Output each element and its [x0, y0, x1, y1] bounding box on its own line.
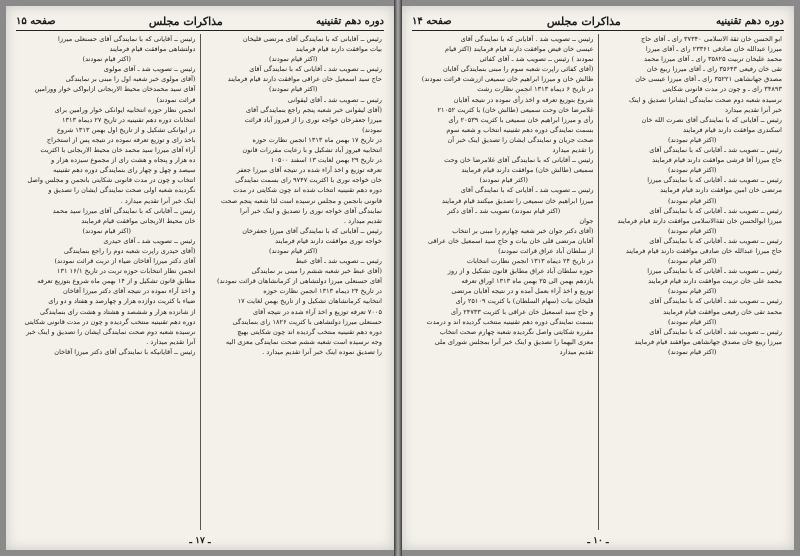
text-line: انجمن نظار حوزه انتخابیه ایوانکی خوار ورامین برای	[54, 105, 196, 114]
text-line: آراء آقای میرزا سید محمد خان محیط الاربجانی با اکثریت	[40, 146, 196, 155]
text-line: تقدیم میدارد .	[343, 216, 382, 225]
text-line: دوره دهم تقنینیه منتخب گردیده و چون در مدت قانونی شکایتی	[24, 317, 196, 326]
text-line: نمودند)	[362, 125, 382, 134]
text-line: حاج سید اسمعیل خان عراقی موافقت دارند قیام فرمایند	[227, 75, 382, 84]
text-line: محمد تقی خان رفیعی موافقت قیام فرمایند	[663, 307, 782, 316]
text-line: نمایندگی آقای خواجه نوری را تصدیق و اینک خبر آنرا	[239, 206, 382, 215]
text-line: در تاریخ ۲۴ دیماه ۱۳۱۳ انجمن نظارت انتخابات	[466, 257, 594, 266]
text-line: رئیس ــ تصویب شد ـ آقایانی که با نمایندگی میرزا	[647, 176, 782, 185]
text-line: غلامرضا خان وحت سمیعی (طالش خان) با کثریت ۲۱۰۵۲	[437, 105, 594, 114]
text-line: از سلطان آباد عراق قرائت نمودند)	[498, 246, 594, 255]
text-line: شروع بتوزیع تعرفه و اخذ رأی نموده در نتیجه آقایان	[453, 95, 594, 104]
text-line: دوره دهم تقنینیه انتخاب شده اند چون شکایتی در مدت	[233, 186, 382, 195]
text-line: دوره دهم تقنینیه منتخب گردیده اند چون شکایتی بهیچ	[237, 327, 382, 336]
text-line: نرسیده شعبه دوم صحت نمایندگی ایشانرا تصدیق و اینک	[629, 95, 782, 104]
text-line: نرسیده شعبه دوم صحت نمایندگی ایشان را تصدیق و اینک خبر	[26, 327, 196, 336]
text-line: رئیس ــ آقایانی که با نمایندگی آقای میرزا جعفرخان	[242, 226, 382, 235]
left-page-header	[16, 12, 384, 31]
text-line: آقای حسنعلی میرزا دولتشاهی از کرمانشاهان قرائت نمودند)	[217, 277, 382, 286]
text-line: و اخذ آراء نموده در نتیجه آقای دکتر میرزا آقاخان	[63, 287, 196, 296]
text-line: (اکثر قیام نمودند)	[668, 135, 717, 144]
text-line: (اکثر قیام نمودند)	[668, 196, 717, 205]
left-page-folio: ـ ۱۷ ـ	[189, 536, 211, 546]
text-line: ۳۴۸۹۳ رای ـ و چون در مدت قانونی شکایتی	[662, 85, 782, 94]
text-line: (اکثر قیام نمودند)	[269, 55, 318, 64]
text-line: مصدق جهانشاهی ۳۵۲۲۱ رای ـ آقای میرزا عیسی خان	[635, 75, 782, 84]
text-line: میرزا ابراهیم خان سمیعی را تصدیق میکنند قیام فرمایند	[441, 196, 594, 205]
text-line: رئیس ــ آقایانی که با نمایندگی آقای مرتضی قلیخان	[242, 35, 382, 43]
text-line: در تاریخ ۶ دیماه ۱۳۱۳ انجمن نظارت رشت	[477, 85, 594, 94]
text-line: در ایوانکی تشکیل و از تاریخ اول بهمن ۱۳۱۳ شروع	[56, 125, 196, 134]
text-line: رئیس ــ تصویب شد ـ آقایانی که با نمایندگی آقای	[649, 236, 782, 245]
text-line: را تقدیم میدارد	[552, 146, 594, 155]
text-line: رئیس ــ تصویب شد ـ آقایانی که با نمایندگی آقای	[249, 65, 382, 74]
text-line: (آقای کفائی راپرت شعبه سوم را مبنی بنمایندگی آقایان	[442, 65, 594, 74]
left-column-2	[14, 34, 201, 530]
text-line: (اکثر قیام نمودند)	[668, 347, 717, 356]
text-line: انتخابیه کرمانشاهان تشکیل و از تاریخ بهمن لغایت ۱۷	[237, 297, 382, 306]
text-line: (آقای مولوی خبر شعبه اول را مبنی بر نمایندگی	[65, 75, 196, 84]
text-line: باخذ رای و توزیع تعرفه نموده در نتیجه پس از استخراج	[46, 135, 196, 144]
text-line: و حاج سید اسمعیل خان عراقی با کثریت ۲۴۷۳۳ رأی	[450, 307, 594, 316]
text-line: رئیس ــ تصویب شد ـ آقای عبط	[295, 257, 382, 266]
text-line: رئیس ــ تصویب شد ـ آقای حیدری	[103, 236, 196, 245]
text-line: سمیعی (طالش خان) موافقت دارند قیام فرمایند	[461, 166, 594, 175]
text-line: (اکثر قیام نمودند)	[269, 246, 318, 255]
text-line: (اکثر قیام نمودند)	[668, 287, 717, 296]
text-line: قرائت نمودند)	[156, 95, 196, 104]
text-line: خان محیط الاربجانی موافقت قیام فرمایند	[81, 216, 196, 225]
text-line: محمد علی خان تربیت موافقت دارند قیام فرمایند	[648, 277, 782, 286]
text-line: نگردیده شعبه اولی صحت نمایندگی ایشان را تصدیق و	[48, 186, 196, 195]
left-page-number: صفحه ۱۵	[16, 15, 56, 27]
right-page-number: صفحه ۱۴	[412, 15, 452, 27]
text-line: از شانزده هزار و ششصد و هشتاد و هشت رای بنمایندگی	[39, 307, 196, 316]
text-line: معزی الیهما را تصدیق و اینک خبر آنرا بمجلس شورای ملی	[434, 337, 594, 346]
text-line: تعرفه توزیع و اخذ آراء شده در نتیجه آقای میرزا جعفر	[236, 166, 382, 175]
text-line: وجه نرسیده است شعبه ششم صحت نمایندگی معزی الیه	[225, 337, 382, 346]
text-line: (اکثر قیام نمودند)	[668, 226, 717, 235]
left-column-1	[201, 34, 387, 530]
text-line: تقدیم میدارد	[559, 347, 594, 356]
text-line: حوزه سلطان آباد عراق مطابق قانون تشکیل و از روز	[447, 267, 594, 276]
text-line: توزیع و اخذ آراء بعمل آمده و در نتیجه آقایان مرتضی	[451, 287, 594, 296]
right-page-columns	[410, 34, 786, 530]
text-line: رئیس ــ آقایانیکه با نمایندگی آقای دکتر میرزا آقاخان	[54, 347, 196, 356]
text-line: حاج میرزا آقا فرشی موافقت دارند قیام فرمایند	[652, 156, 782, 165]
text-line: طالش خان و میرزا ابراهیم خان سمیعی ازرشت قرائت نمودند)	[421, 75, 594, 84]
text-line: ۷۰۰۵ تعرفه توزیع و اخذ آراء شده در نتیجه آقای	[253, 307, 382, 316]
text-line: اسکندری موافقت دارند قیام فرمایند	[682, 125, 782, 134]
text-line: بیات موافقت دارند قیام فرمایند	[295, 45, 382, 54]
text-line: (اکثر قیام نمودند)	[479, 176, 528, 185]
text-line: رئیس ــ تصویب شد ـ آقای مولوی	[103, 65, 196, 74]
text-line: آقایان مرتضی قلی خان بیات و حاج سید اسمعیل خان عراقی	[428, 236, 594, 245]
text-line: میرزا عبدالله خان صادقی ۲۳۳۶۱ رای ـ آقای میرزا	[645, 45, 782, 54]
text-line: (اکثر قیام نمودند)	[668, 317, 717, 326]
text-line: رئیس ــ تصویب شد ـ آقایانی که با نمایندگی آقای	[649, 146, 782, 155]
text-line: قلیخان بیات (سهام السلطان) با کثریت ۲۵۱۰۹ رأی	[455, 297, 594, 306]
text-line: آقای دکتر میرزا آقاخان ضیاء از تربت قرائت نمودند)	[54, 257, 196, 266]
text-line: بسمت نمایندگی دوره دهم تقنینیه انتخاب و شعبه سوم	[446, 125, 594, 134]
text-line: خواجه نوری موافقت دارند قیام فرمایند	[275, 236, 382, 245]
text-line: انجمن نظار انتخابات حوزه تربت در تاریخ ۱۶/۱ ۱۳۱	[56, 267, 196, 276]
text-line: آنرا تقدیم میدارد .	[146, 337, 196, 346]
text-line: (اکثر قیام نمودند)	[82, 226, 131, 235]
text-line: (اکثر قیام نمودند) تصویب شد ـ آقای دکتر	[447, 206, 561, 215]
text-line: رئیس ــ تصویب شد ـ آقای لیقوانی	[287, 95, 382, 104]
text-line: انتخابیه فیروز آباد تشکیل و با رعایت مقررات قانون	[242, 146, 382, 155]
text-line: میرزا جعفرخان خواجه نوری را از فیروز آباد قرائت	[244, 115, 382, 124]
text-line: (آقای دکتر جوان خبر شعبه چهارم را مبنی بر انتخاب	[452, 226, 594, 235]
text-line: اینک خبر آنرا تقدیم میدارد .	[120, 196, 196, 205]
right-journal-title: مذاکرات مجلس	[546, 14, 621, 28]
text-line: رئیس ــ آقایانی که با نمایندگی آقای حسنعلی میرزا	[58, 35, 196, 43]
text-line: ضیاء با کثریت دوازده هزار و چهارصد و هفتاد و دو رای	[48, 297, 196, 306]
text-line: (اکثر قیام نمودند)	[82, 55, 131, 64]
text-line: (اکثر قیام نمودند)	[668, 166, 717, 175]
text-line: دولتشاهی موافقت قیام فرمایند	[109, 45, 196, 54]
text-line: حاج میرزا عبدالله خان صادقی موافقت دارند قیام فرمایند	[625, 246, 782, 255]
text-line: بسمت نمایندگی دوره دهم تقنینیه منتخب گردیده اند و درمدت	[426, 317, 594, 326]
text-line: جوان	[579, 216, 594, 225]
left-journal-title: مذاکرات مجلس	[148, 14, 223, 28]
text-line: انتخابات دوره دهم تقنینیه در تاریخ ۲۷ دیماه ۱۳۱۳	[61, 115, 196, 124]
text-line: ده هزار و پنجاه و هشت رای از مجموع سیزده هزار و	[51, 156, 196, 165]
text-line: رئیس ــ تصویب شد ـ آقایانی که با نمایندگی آقای	[649, 297, 782, 306]
text-line: خان خواجه نوری با اکثریت ۹۷۴۷ رای بسمت نمایندگی	[235, 176, 382, 185]
text-line: محمد علیخان تربیت ۳۵۸۲۵ رای ـ آقای میرزا محمد	[643, 55, 782, 64]
text-line: یازدهم بهمن الی ۲۵ بهمن ماه ۱۳۱۳ اوراق تعرفه	[461, 277, 594, 286]
text-line: ابو الحسن خان ثقة الاسلامی ۳۷۳۴۰ رای ـ آقای حاج	[641, 35, 782, 43]
text-line: رئیس ــ تصویب شد ـ آقایانی که با نمایندگی میرزا	[647, 267, 782, 276]
text-line: آقای سید محمدخان محیط الاربجانی ازابواکی خوار وورامین	[34, 85, 196, 94]
text-line: (آقای عبط خبر شعبه ششم را مبنی بر نمایندگی	[251, 267, 382, 276]
left-page	[6, 6, 394, 550]
text-line: رئیس ــ تصویب شد . آقایانی که با نمایندگی آقای	[460, 35, 594, 43]
text-line: میرزا ابوالحسن خان ثقةالاسلامی موافقت دارند قیام فرمایند	[617, 216, 782, 225]
text-line: حسنعلی میرزا دولتشاهی با کثریت ۱۸۲۶ رای بنمایندگی	[232, 317, 382, 326]
text-line: در تاریخ ۱۷ بهمن ماه ۱۳۱۳ انجمن نظارت حوزه	[252, 135, 382, 144]
text-line: عیسی خان فیض موافقت دارند قیام فرمایند (اکثر قیام	[445, 45, 594, 54]
text-line: (آقای حیدری راپرت شعبه دوم را راجع بنمایندگی	[63, 246, 196, 255]
text-line: خبر آنرا تقدیم میدارد	[725, 105, 782, 114]
text-line: تقی خان رفیعی ۳۵۶۴۳ رای ـ آقای میرزا ربیع خان	[646, 65, 782, 74]
text-line: میرزا ربیع خان مصدق جهانشاهی موافقند قیام فرمایند	[634, 337, 782, 346]
text-line: انتخاب و چون در مدت قانونی شکایتی بانجمن و مجلس واصل	[27, 176, 196, 185]
text-line: رئیس ــ آقایانی که با نمایندگی آقای نصرت الله خان	[641, 115, 782, 124]
text-line: (آقای لیقوانی خبر شعبه پنجم راجع بنمایندگی آقای	[245, 105, 382, 114]
text-line: مرتضی خان امین موافقت دارند قیام فرمایند	[660, 186, 782, 195]
right-column-2	[410, 34, 599, 530]
text-line: مقرره شکایتی واصل نگردیده شعبه چهارم صحت انتخاب	[439, 327, 594, 336]
text-line: قانونی بانجمن و مجلس نرسیده است لذا شعبه پنجم صحت	[221, 196, 382, 205]
text-line: در تاریخ ۲۹ بهمن لغایت ۱۳ اسفند ۱۰۵۰۰	[270, 156, 382, 165]
text-line: رئیس ــ تصویب شد ـ آقایانی که با نمایندگی آقای	[649, 206, 782, 215]
text-line: رئیس ــ تصویب شد ـ آقایانی که با نمایندگی آقای	[460, 186, 594, 195]
right-column-1	[599, 34, 787, 530]
left-page-columns	[14, 34, 386, 530]
text-line: رئیس ــ آقایانی که با نمایندگی آقای میرزا سید محمد	[52, 206, 196, 215]
text-line: مطابق قانون تشکیل و از ۱۴ بهمن ماه شروع بتوزیع تعرفه	[37, 277, 196, 286]
right-session-label: دوره دهم تقنینیه	[716, 15, 784, 27]
text-line: (اکثر قیام نمودند)	[269, 85, 318, 94]
text-line: صحت جریان و نمایندگی ایشان را تصدیق اینک خبر آن	[447, 135, 594, 144]
text-line: سیصد و چهل و چهار رای بنمایندگی دوره دهم تقنینیه	[53, 166, 196, 175]
text-line: رئیس ــ تصویب شد ـ آقایانی که با نمایندگی آقای	[649, 327, 782, 336]
text-line: رأی و میرزا ابراهیم خان سمیعی با کثریت ۲۰۵۳۹ رأی	[448, 115, 594, 124]
text-line: رئیس ــ آقایانی که با نمایندگی آقای غلامرضا خان وحت	[444, 156, 594, 165]
text-line: نمودند ) رئیس ــ تصویب شد ـ آقای کفائی	[479, 55, 594, 64]
right-page-header	[412, 12, 784, 31]
text-line: در تاریخ ۲۴ دیماه ۱۳۱۳ انجمن نظارت حوزه	[263, 287, 382, 296]
left-session-label: دوره دهم تقنینیه	[316, 15, 384, 27]
right-page-folio: ـ ۱۰ ـ	[587, 536, 609, 546]
text-line: (اکثر قیام نمودند)	[668, 257, 717, 266]
right-page	[402, 6, 794, 550]
book-gutter	[394, 0, 402, 556]
text-line: را تصدیق نموده اینک خبر آنرا تقدیم میدارد .	[262, 347, 382, 356]
